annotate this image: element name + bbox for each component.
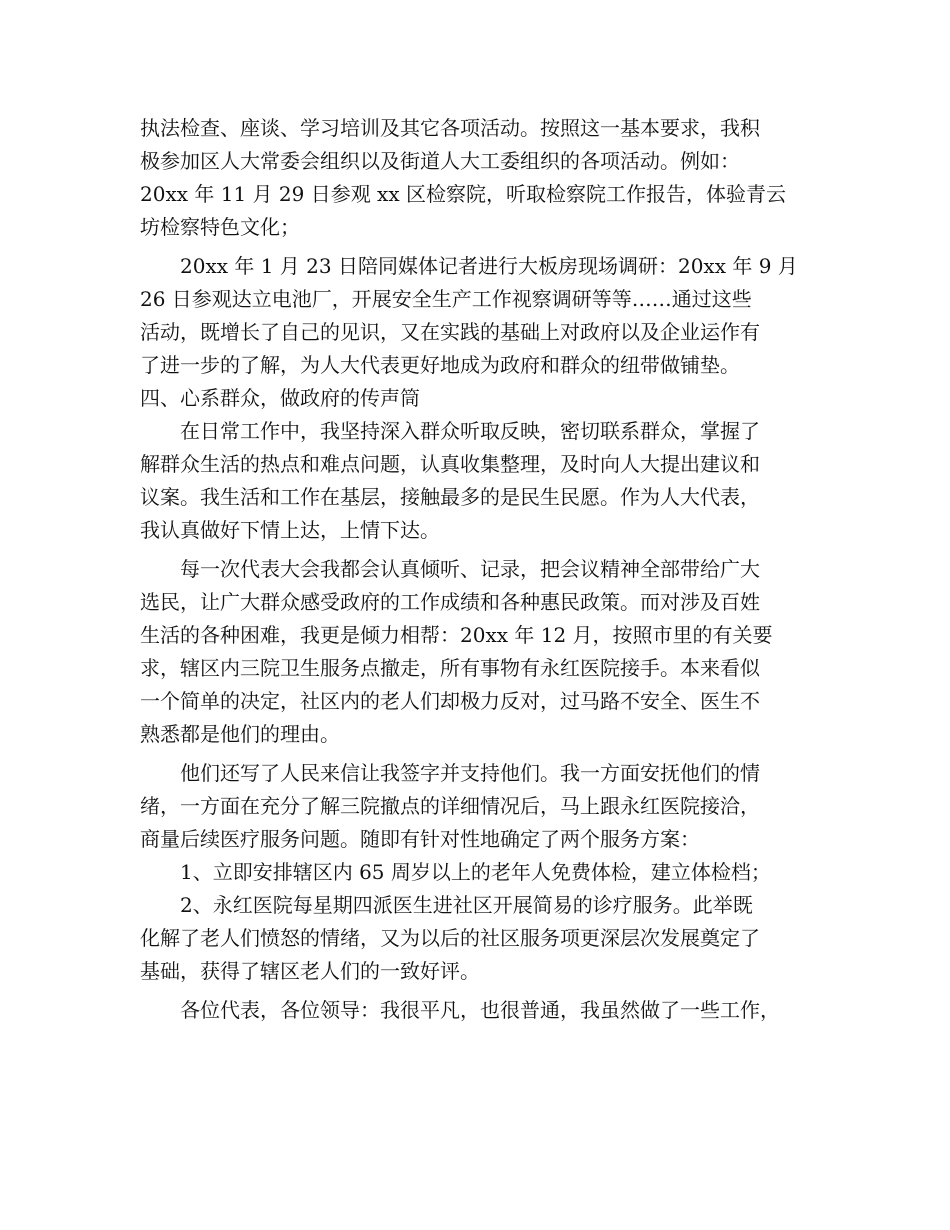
text-line: 解群众生活的热点和难点问题，认真收集整理，及时向人大提出建议和 [140,452,760,476]
text-line: 26 日参观达立电池厂，开展安全生产工作视察调研等等……通过这些 [140,287,752,311]
list-item: 2、永红医院每星期四派医生进社区开展简易的诊疗服务。此举既 [180,893,753,917]
text-line: 商量后续医疗服务问题。随即有针对性地确定了两个服务方案： [140,827,700,851]
text-line: 我认真做好下情上达，上情下达。 [140,518,440,542]
text-line: 各位代表，各位领导：我很平凡，也很普通，我虽然做了一些工作， [180,998,780,1022]
text-line: 基础，获得了辖区老人们的一致好评。 [140,959,480,983]
text-line: 选民，让广大群众感受政府的工作成绩和各种惠民政策。而对涉及百姓 [140,590,760,614]
list-item: 1、立即安排辖区内 65 周岁以上的老年人免费体检，建立体检档； [180,860,771,884]
text-line: 坊检察特色文化； [140,215,300,239]
text-line: 化解了老人们愤怒的情绪，又为以后的社区服务项更深层次发展奠定了 [140,926,760,950]
text-line: 生活的各种困难，我更是倾力相帮：20xx 年 12 月，按照市里的有关要 [140,623,773,647]
text-line: 执法检查、座谈、学习培训及其它各项活动。按照这一基本要求，我积 [140,116,760,140]
text-line: 求，辖区内三院卫生服务点撤走，所有事物有永红医院接手。本来看似 [140,656,760,680]
section-heading: 四、心系群众，做政府的传声筒 [140,386,420,410]
text-line: 议案。我生活和工作在基层，接触最多的是民生民愿。作为人大代表， [140,485,760,509]
text-line: 20xx 年 11 月 29 日参观 xx 区检察院，听取检察院工作报告，体验青云 [140,182,786,206]
text-line: 熟悉都是他们的理由。 [140,722,340,746]
text-line: 每一次代表大会我都会认真倾听、记录，把会议精神全部带给广大 [180,557,760,581]
text-line: 在日常工作中，我坚持深入群众听取反映，密切联系群众，掌握了 [180,419,760,443]
text-line: 他们还写了人民来信让我签字并支持他们。我一方面安抚他们的情 [180,761,760,785]
text-line: 活动，既增长了自己的见识，又在实践的基础上对政府以及企业运作有 [140,320,760,344]
text-line: 绪，一方面在充分了解三院撤点的详细情况后，马上跟永红医院接洽， [140,794,760,818]
text-line: 了进一步的了解，为人大代表更好地成为政府和群众的纽带做铺垫。 [140,353,740,377]
text-line: 20xx 年 1 月 23 日陪同媒体记者进行大板房现场调研：20xx 年 9 月 [180,254,798,278]
text-line: 极参加区人大常委会组织以及街道人大工委组织的各项活动。例如： [140,149,740,173]
document-body [140,112,820,1027]
text-line: 一个简单的决定，社区内的老人们却极力反对，过马路不安全、医生不 [140,689,760,713]
